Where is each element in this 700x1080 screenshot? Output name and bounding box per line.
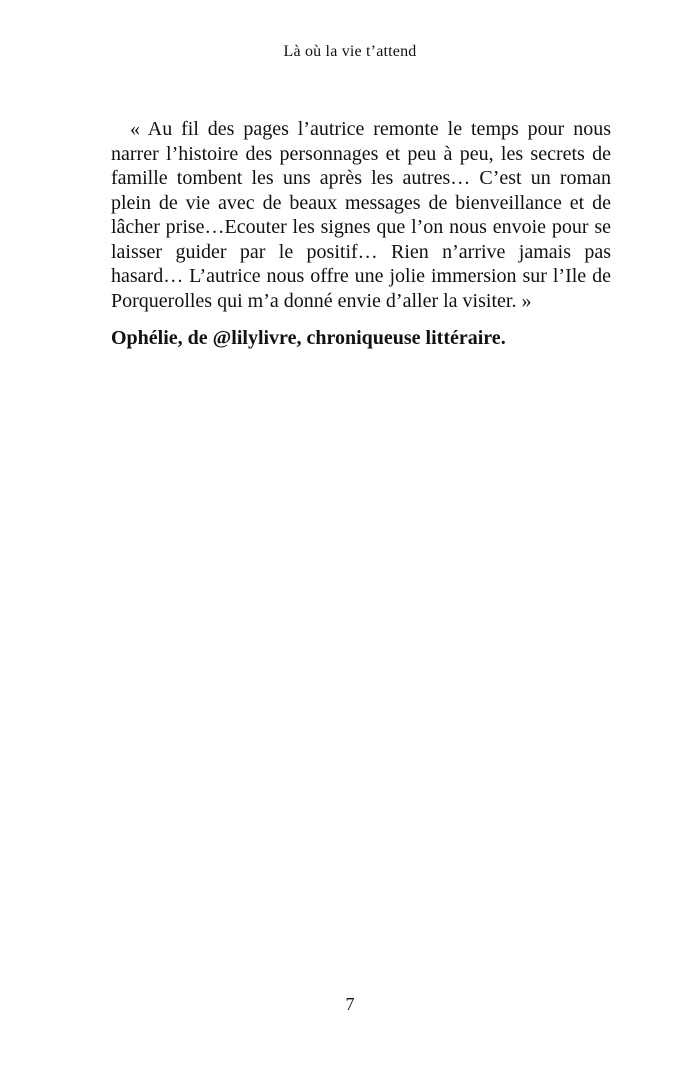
review-quote: « Au fil des pages l’autrice remonte le temps pour nous narrer l’histoire des personnages et peu à peu, les secrets de famille tombent les uns après les autres… C’est un roman plein de vie avec de beaux messages de bienveillance et de lâcher prise…Ecouter les signes que l’on nous envoie pour se laisser guider par le positif… Rien n’arrive jamais pas hasard… L’autrice nous offre une jolie immersion sur l’Ile de Porquerolles qui m’a donné envie d’aller la visiter. » [111,118,611,312]
page-content [111,117,611,350]
running-header-title: Là où la vie t’attend [283,43,417,60]
page-number: 7 [345,994,355,1014]
review-attribution: Ophélie, de @lilylivre, chroniqueuse littéraire. [111,327,506,349]
